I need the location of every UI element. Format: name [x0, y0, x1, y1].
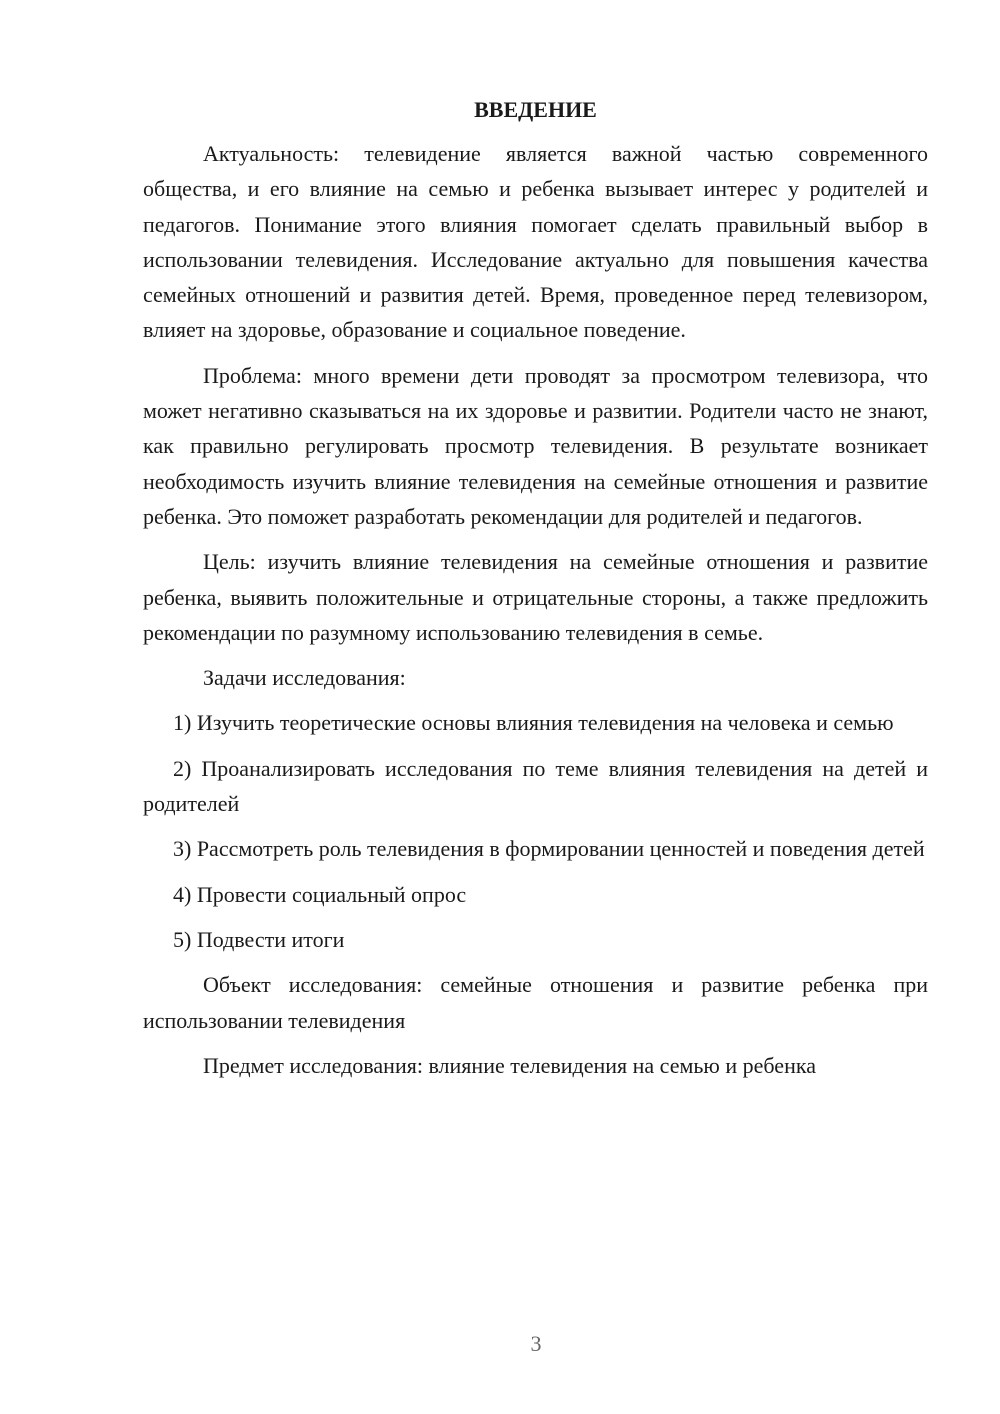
- page-content: [143, 92, 928, 1083]
- task-item-5: 5) Подвести итоги: [173, 926, 345, 952]
- task-item-3: 3) Рассмотреть роль телевидения в формировании ценностей и поведения детей: [173, 836, 925, 862]
- paragraph-relevance: Актуальность: телевидение является важной частью современного общества, и его влияние на семью и ребенка вызывает интерес у родителей и педагогов. Понимание этого влияния помогает сделать правильный выбор в использовании телевидения. Исследование актуально для повышения качества семейных отношений и развития детей. Время, проведенное перед телевизором, влияет на здоровье, образование и социальное поведение.: [143, 141, 928, 343]
- paragraph-object: Объект исследования: семейные отношения и развитие ребенка при использовании телевидения: [143, 972, 928, 1033]
- task-item-1: 1) Изучить теоретические основы влияния телевидения на человека и семью: [173, 710, 894, 736]
- paragraph-subject: Предмет исследования: влияние телевидения на семью и ребенка: [203, 1052, 816, 1078]
- paragraph-goal: Цель: изучить влияние телевидения на семейные отношения и развитие ребенка, выявить положительные и отрицательные стороны, а также предложить рекомендации по разумному использованию телевидения в семье.: [143, 549, 928, 645]
- task-item-4: 4) Провести социальный опрос: [173, 881, 467, 907]
- tasks-heading: Задачи исследования:: [203, 665, 406, 691]
- page-title: ВВЕДЕНИЕ: [474, 97, 597, 122]
- task-item-2: 2) Проанализировать исследования по теме влияния телевидения на детей и родителей: [143, 755, 928, 817]
- page-number: 3: [530, 1331, 542, 1356]
- paragraph-problem: Проблема: много времени дети проводят за просмотром телевизора, что может негативно сказываться на их здоровье и развитии. Родители часто не знают, как правильно регулировать просмотр телевидения. В результате возникает необходимость изучить влияние телевидения на семейные отношения и развитие ребенка. Это поможет разработать рекомендации для родителей и педагогов.: [143, 362, 928, 529]
